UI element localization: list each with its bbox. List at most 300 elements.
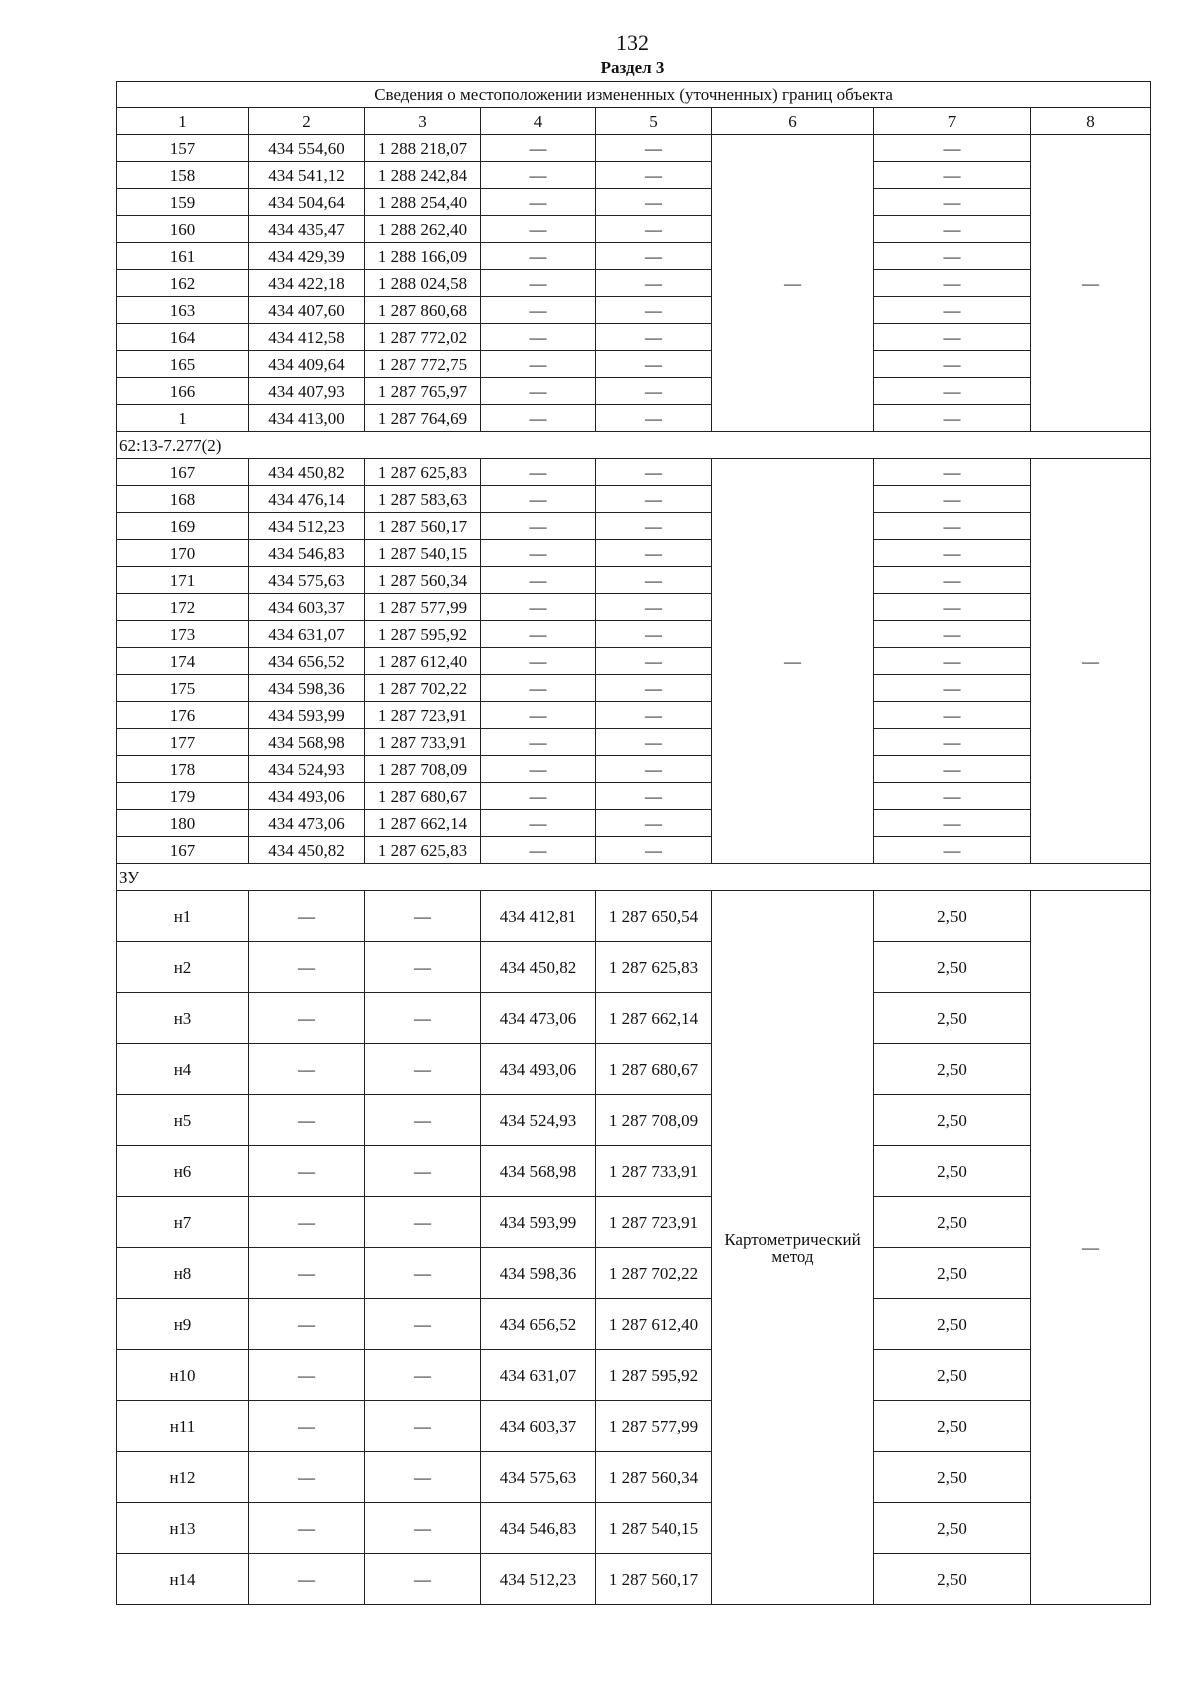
new-coord-y: 1 287 650,54 xyxy=(596,891,712,942)
point-number: 168 xyxy=(117,486,249,513)
point-number: 158 xyxy=(117,162,249,189)
coord-y: 1 288 166,09 xyxy=(365,243,481,270)
accuracy: — xyxy=(874,810,1031,837)
accuracy: — xyxy=(874,216,1031,243)
description-cell: — xyxy=(1031,459,1151,864)
table-row xyxy=(117,243,1151,270)
new-coord-y: — xyxy=(596,621,712,648)
coord-y: 1 287 540,15 xyxy=(365,540,481,567)
new-coord-y: — xyxy=(596,297,712,324)
table-row xyxy=(117,942,1151,993)
accuracy: — xyxy=(874,189,1031,216)
table-row xyxy=(117,459,1151,486)
coord-y: 1 287 708,09 xyxy=(365,756,481,783)
coord-x: 434 512,23 xyxy=(249,513,365,540)
column-number: 2 xyxy=(249,108,365,135)
table-row xyxy=(117,513,1151,540)
accuracy: 2,50 xyxy=(874,1197,1031,1248)
coord-x: — xyxy=(249,993,365,1044)
coord-y: 1 287 625,83 xyxy=(365,837,481,864)
table-row xyxy=(117,810,1151,837)
table-row xyxy=(117,756,1151,783)
description-cell: — xyxy=(1031,891,1151,1605)
accuracy: — xyxy=(874,351,1031,378)
new-coord-x: — xyxy=(481,648,596,675)
new-coord-x: — xyxy=(481,324,596,351)
point-number: 166 xyxy=(117,378,249,405)
table-row xyxy=(117,1044,1151,1095)
new-coord-y: 1 287 680,67 xyxy=(596,1044,712,1095)
point-number: н8 xyxy=(117,1248,249,1299)
new-coord-y: — xyxy=(596,783,712,810)
coord-y: 1 287 772,02 xyxy=(365,324,481,351)
accuracy: — xyxy=(874,621,1031,648)
accuracy: 2,50 xyxy=(874,993,1031,1044)
coord-x: 434 603,37 xyxy=(249,594,365,621)
coord-y: — xyxy=(365,1044,481,1095)
accuracy: 2,50 xyxy=(874,1248,1031,1299)
new-coord-x: — xyxy=(481,594,596,621)
coord-x: 434 575,63 xyxy=(249,567,365,594)
coord-x: 434 568,98 xyxy=(249,729,365,756)
coord-x: — xyxy=(249,1044,365,1095)
table-row xyxy=(117,540,1151,567)
table-row xyxy=(117,486,1151,513)
new-coord-y: — xyxy=(596,378,712,405)
new-coord-x: — xyxy=(481,756,596,783)
new-coord-y: — xyxy=(596,540,712,567)
coord-x: 434 413,00 xyxy=(249,405,365,432)
coord-x: 434 412,58 xyxy=(249,324,365,351)
coord-x: — xyxy=(249,1197,365,1248)
new-coord-x: — xyxy=(481,837,596,864)
new-coord-x: — xyxy=(481,486,596,513)
accuracy: 2,50 xyxy=(874,1401,1031,1452)
group-label-row xyxy=(117,864,1151,891)
coord-x: 434 429,39 xyxy=(249,243,365,270)
coord-y: — xyxy=(365,1452,481,1503)
accuracy: — xyxy=(874,270,1031,297)
coord-y: 1 287 595,92 xyxy=(365,621,481,648)
table-row xyxy=(117,324,1151,351)
table-row xyxy=(117,1401,1151,1452)
coord-x: — xyxy=(249,1554,365,1605)
boundary-table xyxy=(116,81,1151,1605)
point-number: 169 xyxy=(117,513,249,540)
table-row xyxy=(117,135,1151,162)
coord-x: 434 541,12 xyxy=(249,162,365,189)
table-row xyxy=(117,648,1151,675)
point-number: 177 xyxy=(117,729,249,756)
new-coord-x: — xyxy=(481,783,596,810)
table-row xyxy=(117,783,1151,810)
new-coord-x: — xyxy=(481,810,596,837)
accuracy: 2,50 xyxy=(874,1095,1031,1146)
accuracy: 2,50 xyxy=(874,1299,1031,1350)
new-coord-x: 434 412,81 xyxy=(481,891,596,942)
description-cell: — xyxy=(1031,135,1151,432)
new-coord-y: — xyxy=(596,486,712,513)
point-number: н11 xyxy=(117,1401,249,1452)
coord-y: 1 287 625,83 xyxy=(365,459,481,486)
new-coord-y: 1 287 595,92 xyxy=(596,1350,712,1401)
coord-x: 434 504,64 xyxy=(249,189,365,216)
point-number: 167 xyxy=(117,837,249,864)
coord-x: 434 546,83 xyxy=(249,540,365,567)
new-coord-y: 1 287 702,22 xyxy=(596,1248,712,1299)
new-coord-y: — xyxy=(596,243,712,270)
table-row xyxy=(117,1452,1151,1503)
new-coord-x: 434 603,37 xyxy=(481,1401,596,1452)
point-number: н4 xyxy=(117,1044,249,1095)
new-coord-x: 434 524,93 xyxy=(481,1095,596,1146)
new-coord-y: — xyxy=(596,756,712,783)
table-row xyxy=(117,702,1151,729)
table-row xyxy=(117,1146,1151,1197)
coord-x: 434 598,36 xyxy=(249,675,365,702)
new-coord-x: — xyxy=(481,351,596,378)
coord-y: — xyxy=(365,1350,481,1401)
new-coord-x: — xyxy=(481,513,596,540)
new-coord-x: — xyxy=(481,702,596,729)
accuracy: — xyxy=(874,594,1031,621)
new-coord-x: 434 512,23 xyxy=(481,1554,596,1605)
new-coord-y: — xyxy=(596,648,712,675)
new-coord-x: — xyxy=(481,135,596,162)
coord-y: — xyxy=(365,1095,481,1146)
coord-y: 1 288 218,07 xyxy=(365,135,481,162)
group-label: ЗУ xyxy=(117,864,1151,891)
coord-y: — xyxy=(365,1146,481,1197)
new-coord-x: 434 546,83 xyxy=(481,1503,596,1554)
new-coord-y: — xyxy=(596,351,712,378)
accuracy: — xyxy=(874,756,1031,783)
coord-y: — xyxy=(365,1401,481,1452)
new-coord-y: 1 287 540,15 xyxy=(596,1503,712,1554)
new-coord-x: — xyxy=(481,216,596,243)
accuracy: — xyxy=(874,567,1031,594)
new-coord-x: 434 656,52 xyxy=(481,1299,596,1350)
new-coord-y: — xyxy=(596,162,712,189)
coord-x: — xyxy=(249,1146,365,1197)
coord-x: — xyxy=(249,1248,365,1299)
accuracy: 2,50 xyxy=(874,1350,1031,1401)
coord-y: — xyxy=(365,1197,481,1248)
coord-y: 1 287 662,14 xyxy=(365,810,481,837)
table-row xyxy=(117,1350,1151,1401)
coord-x: 434 473,06 xyxy=(249,810,365,837)
table-row xyxy=(117,621,1151,648)
accuracy: — xyxy=(874,648,1031,675)
new-coord-y: — xyxy=(596,324,712,351)
coord-x: 434 554,60 xyxy=(249,135,365,162)
coord-x: 434 407,93 xyxy=(249,378,365,405)
point-number: 167 xyxy=(117,459,249,486)
column-number: 1 xyxy=(117,108,249,135)
coord-y: 1 287 702,22 xyxy=(365,675,481,702)
point-number: н3 xyxy=(117,993,249,1044)
coord-y: 1 287 560,34 xyxy=(365,567,481,594)
new-coord-y: — xyxy=(596,459,712,486)
table-row xyxy=(117,675,1151,702)
table-row xyxy=(117,405,1151,432)
coord-y: 1 287 860,68 xyxy=(365,297,481,324)
point-number: 172 xyxy=(117,594,249,621)
accuracy: 2,50 xyxy=(874,1452,1031,1503)
accuracy: — xyxy=(874,162,1031,189)
group-label: 62:13-7.277(2) xyxy=(117,432,1151,459)
new-coord-x: 434 598,36 xyxy=(481,1248,596,1299)
coord-y: 1 287 583,63 xyxy=(365,486,481,513)
group-label-row xyxy=(117,432,1151,459)
coord-x: — xyxy=(249,1452,365,1503)
coord-y: 1 287 577,99 xyxy=(365,594,481,621)
accuracy: — xyxy=(874,297,1031,324)
new-coord-x: — xyxy=(481,540,596,567)
accuracy: — xyxy=(874,378,1031,405)
method-cell: Картометрический метод xyxy=(712,891,874,1605)
column-number: 4 xyxy=(481,108,596,135)
coord-x: — xyxy=(249,891,365,942)
coord-y: — xyxy=(365,942,481,993)
new-coord-y: — xyxy=(596,729,712,756)
new-coord-y: — xyxy=(596,270,712,297)
accuracy: — xyxy=(874,324,1031,351)
accuracy: 2,50 xyxy=(874,1503,1031,1554)
coord-y: 1 287 560,17 xyxy=(365,513,481,540)
table-row xyxy=(117,1299,1151,1350)
point-number: н9 xyxy=(117,1299,249,1350)
table-row xyxy=(117,567,1151,594)
coord-y: 1 287 680,67 xyxy=(365,783,481,810)
point-number: 163 xyxy=(117,297,249,324)
coord-y: — xyxy=(365,1503,481,1554)
new-coord-x: 434 450,82 xyxy=(481,942,596,993)
new-coord-x: — xyxy=(481,567,596,594)
point-number: н6 xyxy=(117,1146,249,1197)
coord-y: 1 288 242,84 xyxy=(365,162,481,189)
coord-y: — xyxy=(365,1299,481,1350)
coord-x: 434 409,64 xyxy=(249,351,365,378)
new-coord-y: — xyxy=(596,135,712,162)
new-coord-y: — xyxy=(596,702,712,729)
point-number: 170 xyxy=(117,540,249,567)
coord-x: — xyxy=(249,942,365,993)
new-coord-x: — xyxy=(481,459,596,486)
coord-y: 1 287 764,69 xyxy=(365,405,481,432)
point-number: 1 xyxy=(117,405,249,432)
new-coord-x: 434 575,63 xyxy=(481,1452,596,1503)
coord-x: 434 450,82 xyxy=(249,459,365,486)
table-body xyxy=(117,135,1151,1605)
point-number: 164 xyxy=(117,324,249,351)
point-number: н5 xyxy=(117,1095,249,1146)
point-number: 179 xyxy=(117,783,249,810)
point-number: 173 xyxy=(117,621,249,648)
coord-x: 434 593,99 xyxy=(249,702,365,729)
new-coord-y: — xyxy=(596,810,712,837)
new-coord-y: — xyxy=(596,567,712,594)
table-row xyxy=(117,1554,1151,1605)
new-coord-y: 1 287 560,17 xyxy=(596,1554,712,1605)
new-coord-x: 434 631,07 xyxy=(481,1350,596,1401)
new-coord-x: — xyxy=(481,378,596,405)
table-row xyxy=(117,993,1151,1044)
coord-y: — xyxy=(365,993,481,1044)
accuracy: 2,50 xyxy=(874,1146,1031,1197)
column-number: 8 xyxy=(1031,108,1151,135)
coord-x: — xyxy=(249,1299,365,1350)
accuracy: — xyxy=(874,243,1031,270)
coord-y: 1 287 723,91 xyxy=(365,702,481,729)
new-coord-y: 1 287 612,40 xyxy=(596,1299,712,1350)
coord-x: 434 656,52 xyxy=(249,648,365,675)
new-coord-y: — xyxy=(596,216,712,243)
new-coord-y: 1 287 662,14 xyxy=(596,993,712,1044)
column-number: 5 xyxy=(596,108,712,135)
point-number: 174 xyxy=(117,648,249,675)
coord-y: — xyxy=(365,1554,481,1605)
coord-y: 1 288 254,40 xyxy=(365,189,481,216)
accuracy: — xyxy=(874,459,1031,486)
column-number: 3 xyxy=(365,108,481,135)
table-row xyxy=(117,1248,1151,1299)
accuracy: — xyxy=(874,729,1031,756)
table-row xyxy=(117,378,1151,405)
accuracy: — xyxy=(874,783,1031,810)
new-coord-x: 434 493,06 xyxy=(481,1044,596,1095)
table-title: Сведения о местоположении измененных (уточненных) границ объекта xyxy=(117,82,1151,108)
table-row xyxy=(117,297,1151,324)
new-coord-x: — xyxy=(481,243,596,270)
new-coord-y: 1 287 708,09 xyxy=(596,1095,712,1146)
coord-y: — xyxy=(365,891,481,942)
coord-x: 434 407,60 xyxy=(249,297,365,324)
table-row xyxy=(117,216,1151,243)
accuracy: — xyxy=(874,513,1031,540)
section-title: Раздел 3 xyxy=(600,58,665,77)
new-coord-y: — xyxy=(596,189,712,216)
point-number: 160 xyxy=(117,216,249,243)
coord-y: 1 287 765,97 xyxy=(365,378,481,405)
point-number: 161 xyxy=(117,243,249,270)
new-coord-x: — xyxy=(481,189,596,216)
accuracy: — xyxy=(874,837,1031,864)
coord-x: 434 450,82 xyxy=(249,837,365,864)
new-coord-x: 434 593,99 xyxy=(481,1197,596,1248)
new-coord-y: — xyxy=(596,513,712,540)
new-coord-x: — xyxy=(481,270,596,297)
accuracy: — xyxy=(874,540,1031,567)
coord-x: 434 435,47 xyxy=(249,216,365,243)
accuracy: — xyxy=(874,405,1031,432)
accuracy: 2,50 xyxy=(874,942,1031,993)
table-row xyxy=(117,837,1151,864)
point-number: 162 xyxy=(117,270,249,297)
point-number: 176 xyxy=(117,702,249,729)
table-row xyxy=(117,1197,1151,1248)
coord-y: 1 288 024,58 xyxy=(365,270,481,297)
new-coord-x: — xyxy=(481,621,596,648)
new-coord-y: 1 287 577,99 xyxy=(596,1401,712,1452)
table-row xyxy=(117,162,1151,189)
point-number: 165 xyxy=(117,351,249,378)
point-number: 159 xyxy=(117,189,249,216)
method-cell: — xyxy=(712,459,874,864)
table-row xyxy=(117,351,1151,378)
coord-y: 1 287 733,91 xyxy=(365,729,481,756)
coord-x: — xyxy=(249,1350,365,1401)
point-number: н7 xyxy=(117,1197,249,1248)
page-number: 132 xyxy=(616,30,649,55)
table-row xyxy=(117,1095,1151,1146)
new-coord-x: — xyxy=(481,405,596,432)
coord-y: 1 288 262,40 xyxy=(365,216,481,243)
coord-x: — xyxy=(249,1095,365,1146)
coord-x: — xyxy=(249,1503,365,1554)
table-row xyxy=(117,1503,1151,1554)
accuracy: 2,50 xyxy=(874,891,1031,942)
table-row xyxy=(117,729,1151,756)
coord-y: — xyxy=(365,1248,481,1299)
new-coord-y: 1 287 733,91 xyxy=(596,1146,712,1197)
table-row xyxy=(117,270,1151,297)
point-number: 180 xyxy=(117,810,249,837)
point-number: н12 xyxy=(117,1452,249,1503)
coord-y: 1 287 612,40 xyxy=(365,648,481,675)
point-number: 178 xyxy=(117,756,249,783)
coord-x: 434 476,14 xyxy=(249,486,365,513)
coord-x: 434 493,06 xyxy=(249,783,365,810)
column-number: 7 xyxy=(874,108,1031,135)
coord-x: 434 422,18 xyxy=(249,270,365,297)
new-coord-x: — xyxy=(481,162,596,189)
accuracy: — xyxy=(874,675,1031,702)
point-number: н1 xyxy=(117,891,249,942)
coord-x: — xyxy=(249,1401,365,1452)
point-number: н14 xyxy=(117,1554,249,1605)
new-coord-y: — xyxy=(596,837,712,864)
column-number-row xyxy=(117,108,1151,135)
new-coord-y: 1 287 723,91 xyxy=(596,1197,712,1248)
point-number: н13 xyxy=(117,1503,249,1554)
new-coord-x: 434 473,06 xyxy=(481,993,596,1044)
point-number: н10 xyxy=(117,1350,249,1401)
new-coord-y: — xyxy=(596,675,712,702)
point-number: 175 xyxy=(117,675,249,702)
column-number: 6 xyxy=(712,108,874,135)
coord-x: 434 524,93 xyxy=(249,756,365,783)
new-coord-x: — xyxy=(481,297,596,324)
accuracy: 2,50 xyxy=(874,1554,1031,1605)
new-coord-y: — xyxy=(596,594,712,621)
coord-y: 1 287 772,75 xyxy=(365,351,481,378)
table-row xyxy=(117,189,1151,216)
point-number: н2 xyxy=(117,942,249,993)
new-coord-x: — xyxy=(481,729,596,756)
table-row xyxy=(117,891,1151,942)
accuracy: — xyxy=(874,486,1031,513)
new-coord-y: 1 287 625,83 xyxy=(596,942,712,993)
new-coord-y: — xyxy=(596,405,712,432)
accuracy: — xyxy=(874,135,1031,162)
point-number: 157 xyxy=(117,135,249,162)
accuracy: 2,50 xyxy=(874,1044,1031,1095)
new-coord-y: 1 287 560,34 xyxy=(596,1452,712,1503)
new-coord-x: — xyxy=(481,675,596,702)
coord-x: 434 631,07 xyxy=(249,621,365,648)
accuracy: — xyxy=(874,702,1031,729)
